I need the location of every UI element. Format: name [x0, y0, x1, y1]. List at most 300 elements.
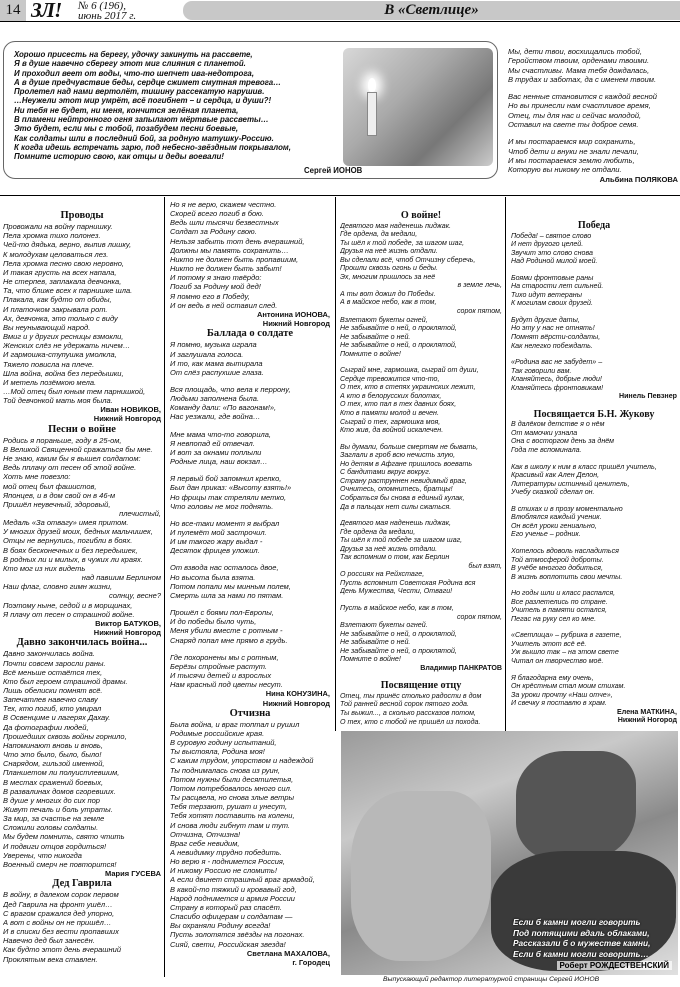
poem-line: Звучит это слово снова: [511, 248, 593, 257]
poem-line: Что это было, было, было!: [3, 750, 102, 760]
poem-line: О россиях на Рейхстаге,: [340, 570, 425, 579]
poem-line: С бандитами вкруг вокруг.: [340, 468, 431, 477]
intro-line: А в душе предчувствие беды, сердце сжимет смутная тревога…: [14, 77, 282, 87]
poem-line: Сердце тревожится что-то,: [340, 374, 440, 383]
poem-author: Нина КОНУЗИНА,: [265, 689, 330, 699]
poem-line: Снарядом, гильзой именной,: [3, 759, 105, 769]
poem-line: И такая грусть на всех напала,: [3, 267, 117, 277]
poem-line: Уж вышло так – на этом свете: [511, 648, 619, 657]
page-number: 14: [0, 0, 26, 21]
poem-line: [511, 623, 677, 631]
poem-line: В войну, в далеком сорок первом: [3, 890, 119, 900]
poem-title: Дед Гаврила: [52, 878, 112, 890]
poem-line: На старости лет сильней.: [511, 282, 604, 291]
poem-line: Людьми заполнена была.: [170, 394, 260, 404]
poem-line: [340, 435, 502, 443]
poem-line: Собраться бы снова в единый кулак,: [340, 493, 465, 502]
poem-line: Пусть в майское небо, как в том,: [340, 603, 454, 612]
poem-author: Нинель Певзнер: [618, 392, 677, 401]
poem-line: Я помню, музыка играла: [170, 340, 257, 350]
intro-author: Сергей ИОНОВ: [304, 166, 363, 175]
poem-line: Так говорили вам.: [511, 366, 572, 375]
poem-line: Кто в памяти молод и вечен.: [340, 409, 439, 418]
poem-line: Над Родиной милой моей.: [511, 257, 598, 266]
poem-line: Спасибо офицерам и солдатам —: [170, 912, 293, 922]
poem-line: Не забывайте о ней, о проклятой,: [340, 646, 457, 655]
poem-title: Отчизна: [229, 707, 271, 719]
poem-line: Медаль «За отвагу» имея притом.: [3, 518, 129, 528]
poem-line: [511, 308, 677, 316]
poem-line: В трудах и заботах, да с именем твоим.: [508, 74, 657, 84]
poem-line: «Светлица» – рубрика в газете,: [511, 631, 622, 640]
poem-line: Как нелегко побеждать.: [511, 341, 593, 350]
poem-line: Помнят вёрсти-солдаты,: [511, 333, 601, 342]
poem-line: Навечно дед был занесён.: [3, 936, 95, 946]
poem-line: Тебя хотят поставить на колени,: [170, 811, 295, 821]
poem-line: И то, как мама вытирала: [170, 358, 263, 368]
poem-line: Я плачу от песен о страшной войне.: [3, 609, 135, 619]
poem-line: А ты вот дожил до Победы.: [340, 289, 436, 298]
section-divider: [0, 195, 680, 196]
poem-line: Ведь шли тысячи безвестных: [170, 218, 279, 228]
poem-line: Мы счастливы. Мама тебя дождалась,: [508, 65, 650, 75]
poem-line: [508, 129, 678, 137]
poem-line: И до победы было чуть,: [170, 617, 257, 627]
intro-line: Это будет, если мы с тобой, позабудем песни боевые,: [14, 124, 239, 134]
intro-line: К когда идешь встречать зарю, под небесно-звёздным покрывалом,: [14, 142, 291, 152]
poem-line: Меня убили вместе с ротным -: [170, 626, 283, 636]
poem-line: Ведь пплачу от песен об этой войне.: [3, 463, 137, 473]
poem-line: был взят,: [468, 561, 502, 570]
poem-line: За уроки прочту «Наш отче»,: [511, 690, 613, 699]
poem-line: Никто не должен быть забыт!: [170, 264, 282, 274]
poem-line: Но верю я - поднимется Россия,: [170, 857, 285, 867]
poem-line: [511, 539, 677, 547]
poem-line: Помните о войне!: [340, 655, 401, 664]
poem-line: Все разлетелись по стране.: [511, 597, 608, 606]
poem-line: Где похоронены мы с ротным,: [170, 652, 279, 662]
poem-line: Литературы истинный ценитель,: [511, 479, 630, 488]
poem-line: Напоминают вновь и вновь,: [3, 740, 103, 750]
poem-line: Эх, многим пришлось за неё: [340, 272, 436, 281]
poem-line: Потом нужны были десятилетья,: [170, 774, 294, 784]
poem-line: Никто не должен быть пропавшим,: [170, 254, 299, 264]
poem-line: И гармошка-ступушка умолкла,: [3, 350, 117, 360]
poem-line: И вот за окнами поплыли: [170, 447, 262, 457]
poem-line: Которую вы никому не отдали.: [508, 165, 622, 175]
poem-line: Я первый бой запомнил крепко,: [170, 474, 282, 484]
poem-line: Вы охраняли Родину всегда!: [170, 921, 271, 931]
poem-line: Будут другие даты,: [511, 315, 580, 324]
poem-line: К могилам своих друзей.: [511, 299, 593, 308]
poem-line: Народ поднимется и армия России: [170, 893, 295, 903]
rubric-title: В «Светлице»: [183, 1, 680, 20]
poem-line: И им такого жару выдал -: [170, 537, 263, 547]
poem-line: Прошёл с боями пол-Европы,: [170, 608, 274, 618]
poem-line: Не забывайте о ней, о проклятой,: [340, 324, 457, 333]
poem-line: Нам красный под цветы несут.: [170, 680, 283, 690]
poem-line: Но я не верю, скажем честно.: [170, 200, 277, 209]
poem-line: Отец, ты принёс столько радости в дом: [340, 691, 482, 700]
photo-quote-author: Роберт РОЖДЕСТВЕНСКИЙ: [557, 961, 672, 970]
poem-line: Сыграй о тех, гармошка моя,: [340, 417, 441, 426]
poem-line: Берёзы стройные растут.: [170, 661, 267, 671]
poem-line: Но годы шли и класс распался,: [511, 589, 616, 598]
poem-line: А если двинет страшный враг армадой,: [170, 875, 315, 885]
poem-line: Команду дали: «По вагонам!»,: [170, 403, 277, 413]
poem-line: [511, 497, 677, 505]
poem-line: Страну раструннен невидимый враг,: [340, 476, 467, 485]
poem-line: Прошли сквозь огонь и беды.: [340, 264, 438, 273]
poem-line: Не забывайте о ней.: [340, 638, 411, 647]
poem-line: И мы постараемся землю любить,: [508, 155, 635, 165]
poem-line: Вмиг и у других ресницы взмокли,: [3, 332, 124, 342]
poem-title: Баллада о солдате: [206, 328, 294, 340]
poem-line: Должны мы память сохранить…: [170, 245, 289, 255]
poem-line: Не забывайте о ней, о проклятой,: [340, 341, 457, 350]
poem-line: Ты шёл к той победе, за шагом шаг,: [340, 238, 465, 247]
poem-line: И он ведь в ней оставил след.: [170, 300, 278, 310]
poem-line: В учёбе многого добиться,: [511, 564, 603, 573]
poem-line: Боями фронтовые раны: [511, 273, 594, 282]
poem-line: Но эту у нас не отнять!: [511, 324, 595, 333]
poem-line: И подвиги отцов гордиться!: [3, 841, 107, 851]
poem-line: Нас уезжали, где война…: [170, 412, 261, 422]
poem-line: Отец, ты для нас и сейчас молодой,: [508, 110, 642, 120]
intro-line: В пламени нейтронного огня запылают мёртвые рассветы…: [14, 115, 269, 125]
poem-author-city: г. Городец: [292, 957, 330, 967]
poem-line: Сложили головы солдаты.: [3, 823, 99, 833]
poem-line: И платочком закрывала рот.: [3, 304, 108, 314]
poem-line: Но вы принесли нам счастливое время,: [508, 101, 651, 111]
poem-line: Но все-таки момент я выбрал: [170, 518, 280, 528]
poem-title: Давно закончилась война...: [16, 637, 148, 649]
poem-line: [340, 596, 502, 604]
poem-line: Десяток фрицев уложил.: [170, 546, 260, 556]
poem-line: Он крёстным стал моим стихам.: [511, 682, 626, 691]
poem-line: В развалинах домов сгоревших.: [3, 786, 116, 796]
poem-line: Что головы не мог поднять.: [170, 501, 274, 511]
poem-line: Чтоб дети и внуки не знали печали,: [508, 146, 639, 156]
issue-number: № 6 (196),: [78, 0, 126, 12]
poljakova-lines: [508, 47, 678, 175]
column-1: [3, 210, 161, 964]
poem-line: [511, 666, 677, 674]
poem-line: От мамочки узнала: [511, 428, 578, 437]
poem-title: Посвящается Б.Н. Жукову: [533, 408, 655, 420]
poem-title: Песни о войне: [48, 423, 116, 435]
poem-line: И нет другого целей.: [511, 240, 584, 249]
poem-line: Враг себе невидим,: [170, 838, 240, 848]
poem-line: Планшетом ли полуистлевшим,: [3, 768, 120, 778]
poem-line: Девятого мая наденешь пиджак.: [340, 221, 452, 230]
poem-line: Смерть шла за нами по пятам.: [170, 590, 284, 600]
poem-line: Та, что ближе всех к парнишке шла.: [3, 286, 133, 296]
poem-line: Отчизна, Отчизна!: [170, 829, 241, 839]
poem-line: Давно закончилась война.: [3, 649, 95, 659]
poem-line: сорок пятом,: [456, 612, 502, 621]
poem-line: Ты шёл к той победе за шагом шаг,: [340, 536, 463, 545]
poem-line: Потом попали мы минным полем,: [170, 581, 291, 591]
poem-line: В суровую годину испытаний,: [170, 738, 277, 748]
poem-line: Друзья за неё жизнь отдали.: [340, 544, 438, 553]
poem-line: Хотелось вдоволь насладиться: [511, 546, 619, 555]
poem-title: Победа: [577, 220, 611, 231]
intro-line: И проходил веет от воды, что-то шепчет ива-недотрога,: [14, 68, 255, 78]
poem-line: В боях бесконечных и без передышек,: [3, 545, 138, 555]
poem-line: Ах, девчонка, это только с виду: [3, 313, 118, 323]
poem-line: [511, 455, 677, 463]
poem-line: Был дан приказ: «Высоту взять!»: [170, 483, 292, 493]
poem-line: О тех, кто пал в тех давних боях,: [340, 400, 457, 409]
poem-line: [511, 581, 677, 589]
poem-line: Не знаю, каким бы я вышел солдатом:: [3, 454, 141, 464]
quote-line: Если б камни могли говорить…: [513, 948, 649, 959]
poem-line: Где ордена да медали,: [340, 527, 416, 536]
poem-line: И в списки без вести пропавших: [3, 927, 119, 937]
poem-line: Взлетают букеты огней,: [340, 315, 428, 324]
intro-line: Хорошо присесть на берегу, удочку закинуть на рассвете,: [14, 50, 253, 59]
poem-line: Родимые российские края.: [170, 728, 265, 738]
poem-title: О войне!: [400, 210, 442, 221]
poem-author: Светлана МАХАЛОВА,: [246, 948, 330, 958]
poljakova-poem: [508, 47, 678, 184]
poem-line: И пулемёт мой застрочил.: [170, 528, 267, 537]
soldier-monument: [516, 751, 636, 861]
poem-line: Ты выстояла, Родина моя!: [170, 747, 265, 757]
poem-line: Не забывайте о ней, о проклятой,: [340, 629, 457, 638]
poem-line: Шла война, война без передышки,: [3, 368, 124, 378]
poem-line: Заглали в гроб всю нечисть злую,: [340, 451, 456, 460]
poem-line: О тех, кто в степях украинских лежит,: [340, 383, 476, 392]
poem-line: Так вспомним о том, как Берлин: [340, 553, 450, 562]
poem-line: Нельзя забыть тот день вчерашний,: [170, 236, 305, 246]
poem-line: Я благодарна ему очень,: [511, 673, 594, 682]
poem-line: В душе у многих до сих пор: [3, 795, 100, 805]
poem-line: Пегас на руку сел ко мне.: [511, 614, 597, 623]
poem-line: Всё меньше остаётся тех,: [3, 667, 103, 677]
poem-author: Антонина ИОНОВА,: [256, 309, 330, 319]
poem-line: Не стерпев, заплакала девчонка,: [3, 277, 122, 287]
poem-line: Но высота была взята.: [170, 572, 256, 582]
poem-line: Военный смерч не повторится!: [3, 859, 117, 869]
ruins-wall: [351, 791, 491, 961]
poem-line: Наш флаг, словно гимн жизни,: [3, 582, 113, 592]
column-rule: [505, 197, 506, 731]
poem-line: За мир, за счастье на земле: [3, 814, 105, 824]
poem-author: Виктор БАТУКОВ,: [95, 618, 161, 628]
poem-line: Отцы не вернулись, погибли в боях.: [3, 536, 133, 546]
poem-line: Мы будем помнить, свято чтить: [3, 832, 125, 842]
poem-line: Учитель в памяти остался,: [511, 606, 607, 615]
poem-line: Где ордена, да медали,: [340, 230, 418, 239]
intro-poem-box: [3, 41, 498, 179]
spacer: [340, 672, 502, 680]
quote-line: Под потящими вдаль облаками,: [513, 927, 650, 938]
poem-line: В далёком детстве я о нём: [511, 420, 605, 429]
poem-line: Кто жив, да войной искалечен.: [340, 426, 444, 435]
poem-line: Его ученье – родник.: [511, 530, 581, 539]
poem-line: Поэтому ныне, седой и в морщинах,: [3, 600, 133, 610]
poem-line: Проклятым века ставлен.: [3, 954, 98, 964]
poem-line: День Мужества, Чести, Отваги!: [340, 587, 453, 596]
poem-line: И потому я знаю твёрдо:: [170, 273, 262, 283]
poem-line: Тех, кто погиб, кто умирал: [3, 704, 102, 714]
poem-author-city: Нижний Новгород: [262, 698, 330, 708]
poem-line: В Освенциме и лагерях Дахау.: [3, 713, 111, 723]
poem-line: Пела хромка тихо полонез.: [3, 231, 101, 241]
poem-line: [170, 511, 330, 519]
column-2: [170, 200, 330, 967]
poem-line: Я помню его в Победу,: [170, 291, 250, 301]
poem-line: В какой-то тяжкий и кровавый год,: [170, 884, 297, 894]
poem-line: Пришёл неувечный, здоровый,: [3, 499, 111, 509]
poem-line: Года те вспоминала.: [511, 446, 582, 455]
poem-author: Мария ГУСЕВА: [105, 869, 161, 879]
poem-line: А в майское небо, как в том,: [340, 298, 437, 307]
poem-line: Пусть золотятся звёзды на погонах.: [170, 930, 305, 940]
poem-line: Живут печаль и боль утраты.: [3, 805, 113, 814]
poem-line: О тех, кто с тобой не пришёл из похода.: [340, 717, 481, 726]
poem-line: Как будто этот день вчерашний: [3, 945, 121, 955]
candle-photo: [343, 48, 493, 166]
poem-line: Читал он творчество моё.: [511, 656, 604, 665]
poem-line: Прошедших сквозь войны горнило,: [3, 731, 127, 741]
poem-line: Родные лица, наш вокзал…: [170, 457, 268, 467]
poem-line: Погиб за Родину мой дед!: [170, 282, 261, 292]
poem-line: Вас ненные становится с каждой весной: [508, 92, 657, 102]
quote-line: Если б камни могли говорить: [513, 917, 641, 927]
poem-line: Влюблялся каждый ученик.: [511, 513, 602, 522]
poem-line: Пела хромка песню свою неровно,: [3, 258, 125, 268]
page-header: [0, 0, 680, 22]
poem-line: Вы сделали всё, чтоб Отчизну сберечь,: [340, 255, 476, 264]
poem-line: Той атмосферой доброты.: [511, 555, 604, 564]
photo-quote: [513, 917, 673, 959]
poem-author-city: Нижний Новгород: [93, 628, 161, 638]
poem-line: Сыграй мне, гармошка, сыграй от души,: [340, 366, 479, 375]
poem-line: И никому Россию не сломить!: [170, 866, 277, 876]
poem-line: Провожали на войну парнишку.: [3, 222, 113, 232]
poem-line: Вы думали, больше смертям не бывать,: [340, 442, 479, 451]
poem-line: Скорей всего погиб в бою.: [170, 209, 264, 219]
poem-line: Родись я пораньше, году в 25-ом,: [3, 435, 122, 445]
poem-line: Ты расцвела, но снова злые ветры: [170, 793, 295, 803]
poem-line: Японцев, и в дом свой он в 46-м: [3, 490, 116, 500]
poem-line: Я невпопад ей отвечал.: [170, 438, 255, 448]
poem-line: Солдат за Родину свою.: [170, 227, 257, 237]
poem-line: [170, 466, 330, 474]
poem-line: Чей-то дядька, верно, выпив лишку,: [3, 240, 132, 250]
poem-line: Мы, дети твои, восхищались тобой,: [508, 47, 642, 56]
poem-line: Оставил на свете ты доброе семя.: [508, 120, 639, 130]
poem-line: Снаряд попал мне прямо в грудь.: [170, 635, 288, 645]
poem-title: Посвящение отцу: [380, 680, 462, 692]
poem-line: Учитель этот всё её.: [511, 639, 587, 648]
poem-line: Вы неунывающий народ.: [3, 322, 91, 332]
poem-line: А невидимку трудно победить.: [170, 848, 282, 857]
poem-line: Той девчонкой мать моя была.: [3, 396, 113, 406]
poem-line: над павшим Берлином: [81, 573, 161, 583]
poem-line: Плакала, как будто от обиды,: [3, 295, 112, 305]
poem-line: С каким трудом, упорством и надеждой: [170, 756, 314, 766]
editor-credit: Выпускающий редактор литературной страницы Сергей ИОНОВ: [383, 976, 600, 983]
poem-line: Взлетают букеты огней.: [340, 621, 428, 630]
poem-line: Но детям в Афгане пришлось воевать: [340, 459, 473, 468]
poem-line: Тяжело повисла на плече.: [3, 359, 95, 369]
poem-line: Почти совсем заросли раны.: [3, 658, 106, 668]
poem-line: С врагом сражался дед упорно,: [3, 908, 115, 918]
poem-line: Девятого мая наденешь пиджак,: [340, 519, 452, 528]
poem-line: Учебу сказкой сделал он.: [511, 488, 595, 497]
poem-line: Ты поднималась снова из руин,: [170, 765, 280, 775]
poem-line: Вся площадь, что вела к перрону,: [170, 384, 291, 394]
intro-line: Как солдаты шли в последний бой, за родную матушку-Россию.: [14, 133, 274, 143]
poem-line: Мне мама что-то говорила,: [170, 429, 272, 439]
poem-line: Лишь обелиски помнят всё.: [3, 685, 103, 695]
poem-line: мой отец был фашистов,: [3, 481, 97, 491]
poem-line: [170, 377, 330, 385]
issue-date: июнь 2017 г.: [78, 10, 137, 22]
poem-line: В Великой Священной сражаться бы мне.: [3, 444, 153, 454]
poem-line: [340, 511, 502, 519]
poem-line: К молодухам целоваться лез.: [3, 249, 109, 259]
spacer: [511, 401, 677, 409]
poem-author-city: Нижний Ногород: [617, 716, 677, 725]
poem-line: В родных ли и милых, в чужих ли краях.: [3, 554, 143, 564]
poem-line: В стихах и в прозу моментально: [511, 504, 623, 513]
poem-author: Иван НОВИКОВ,: [100, 405, 161, 415]
poem-line: В жизнь воплотить свои мечты.: [511, 572, 623, 581]
poem-author-city: Нижний Новгород: [93, 414, 161, 424]
poem-line: [508, 84, 678, 92]
poem-line: [170, 645, 330, 653]
poem-line: И заглушала голоса.: [170, 349, 244, 359]
poem-line: Помните о войне!: [340, 349, 401, 358]
poem-line: И свечку я поставлю в храм.: [511, 699, 607, 708]
poem-line: Кланяйтесь, добрые люди!: [511, 375, 602, 384]
poem-line: Очнитесь, опомнитесь, братцы!: [340, 485, 453, 494]
poem-line: Да фотографии людей,: [3, 722, 89, 732]
candle-flame-icon: [368, 78, 376, 92]
poem-line: И метель позёмкою мела.: [3, 377, 97, 387]
poem-author-city: Нижний Новгород: [262, 319, 330, 329]
poem-line: Тебя терзают, рушат и унесут,: [170, 802, 288, 812]
poem-line: Тихо идут ветераны: [511, 290, 582, 299]
intro-line: Помните историю свою, как отцы и деды воевали!: [14, 152, 224, 162]
column-rule: [164, 197, 165, 977]
poem-line: Он всёл уроки гениально,: [511, 521, 597, 530]
quote-line: Рассказали б о мужестве камни,: [513, 938, 651, 948]
poem-author: Елена МАТКИНА,: [617, 707, 677, 716]
poem-line: У многих друзей моих, бедных мальчишек,: [3, 527, 153, 537]
poem-line: Пусть вспомнит Советская Родина вся: [340, 578, 476, 587]
poem-line: От взвода нас осталось двое,: [170, 563, 279, 573]
poem-line: Ты выжил..., а сколько рассказов потом,: [340, 708, 476, 717]
poem-line: От слёз распухшие глаза.: [170, 367, 264, 377]
poljakova-author: Альбина ПОЛЯКОВА: [599, 174, 678, 184]
poem-line: Кланяйтесь фронтовикам!: [511, 383, 604, 392]
poem-line: Кто мог из них видеть: [3, 563, 86, 573]
poem-line: Дед Гаврила на фронт ушёл…: [3, 899, 113, 909]
column-4: [511, 220, 677, 725]
poem-line: И снова люди гибнут там и тут.: [170, 820, 290, 830]
poem-line: в земле лечь,: [457, 281, 502, 290]
poem-line: [170, 600, 330, 608]
poem-line: Кто был героем страшной драмы.: [3, 676, 128, 686]
intro-line: Я в душе навечно сберегу этот миг слияния с планетой.: [14, 59, 246, 69]
poem-line: Запечатлев навечно славу: [3, 695, 98, 705]
